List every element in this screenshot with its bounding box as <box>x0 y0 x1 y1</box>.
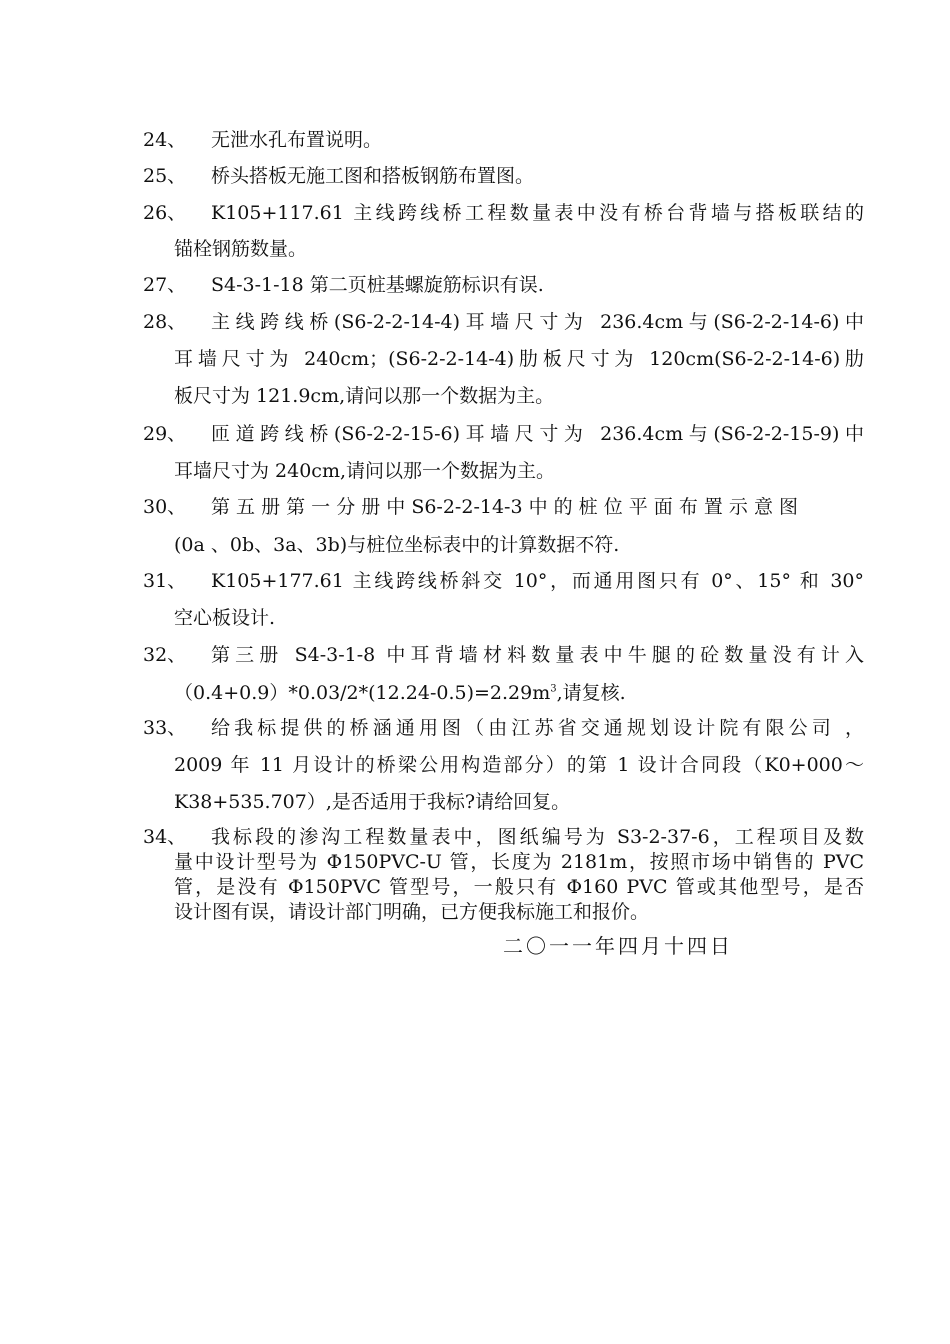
item-number: 28、 <box>143 311 187 333</box>
item-text: 第 五 册 第 一 分 册 中 S6-2-2-14-3 中 的 桩 位 平 面 布 置 示 意 图 <box>211 496 798 518</box>
item-text: (0a 、0b、3a、3b)与桩位坐标表中的计算数据不符. <box>174 534 620 556</box>
item-text: 给我标提供的桥涵通用图（由江苏省交通规划设计院有限公司 ， <box>211 717 864 739</box>
item-text: 主线跨线桥(S6-2-2-14-4)耳墙尺寸为 236.4cm与(S6-2-2-14-6)中 <box>211 311 864 333</box>
item-text: K105+177.61 主线跨线桥斜交 10°，而通用图只有 0°、15° 和 30° <box>211 570 864 592</box>
item-number: 32、 <box>143 644 187 666</box>
item-text: S4-3-1-18 第二页桩基螺旋筋标识有误. <box>211 274 544 296</box>
item-text: K105+117.61 主线跨线桥工程数量表中没有桥台背墙与搭板联结的 <box>211 202 864 224</box>
item-text: 耳墙尺寸为 240cm,请问以那一个数据为主。 <box>174 460 556 482</box>
item-number: 27、 <box>143 274 187 296</box>
item-text: K38+535.707）,是否适用于我标?请给回复。 <box>174 791 571 813</box>
item-number: 26、 <box>143 202 187 224</box>
formula-text: （0.4+0.9）*0.03/2*(12.24-0.5)=2.29m <box>174 682 551 704</box>
item-text: 设计图有误，请设计部门明确，已方便我标施工和报价。 <box>174 901 650 923</box>
item-text: 第三册 S4-3-1-8 中耳背墙材料数量表中牛腿的砼数量没有计入 <box>211 644 864 666</box>
item-text: 空心板设计. <box>174 607 276 629</box>
item-text: 匝道跨线桥(S6-2-2-15-6)耳墙尺寸为 236.4cm与(S6-2-2-15-9)中 <box>211 423 864 445</box>
item-number: 25、 <box>143 165 187 187</box>
item-text: 我标段的渗沟工程数量表中，图纸编号为 S3-2-37-6，工程项目及数 <box>211 826 864 848</box>
item-number: 29、 <box>143 423 187 445</box>
superscript-3: 3 <box>550 683 557 695</box>
item-text-formula <box>174 678 626 705</box>
item-text: 量中设计型号为 Φ150PVC-U 管，长度为 2181m，按照市场中销售的 PVC <box>174 851 864 873</box>
document-date: 二〇一一年四月十四日 <box>503 934 733 958</box>
item-text: 无泄水孔布置说明。 <box>211 129 383 151</box>
formula-tail: ,请复核. <box>556 682 626 704</box>
item-text: 2009 年 11 月设计的桥梁公用构造部分）的第 1 设计合同段（K0+000～ <box>174 754 864 776</box>
item-text: 管，是没有 Φ150PVC 管型号，一般只有 Φ160 PVC 管或其他型号，是否 <box>174 876 864 898</box>
item-number: 34、 <box>143 826 187 848</box>
item-text: 耳墙尺寸为 240cm；(S6-2-2-14-4)肋板尺寸为 120cm(S6-2-2-14-6)肋 <box>174 348 864 370</box>
item-text: 锚栓钢筋数量。 <box>174 238 308 260</box>
item-number: 31、 <box>143 570 187 592</box>
item-number: 24、 <box>143 129 187 151</box>
item-number: 30、 <box>143 496 187 518</box>
item-number: 33、 <box>143 717 187 739</box>
item-text: 板尺寸为 121.9cm,请问以那一个数据为主。 <box>174 385 555 407</box>
item-text: 桥头搭板无施工图和搭板钢筋布置图。 <box>211 165 535 187</box>
